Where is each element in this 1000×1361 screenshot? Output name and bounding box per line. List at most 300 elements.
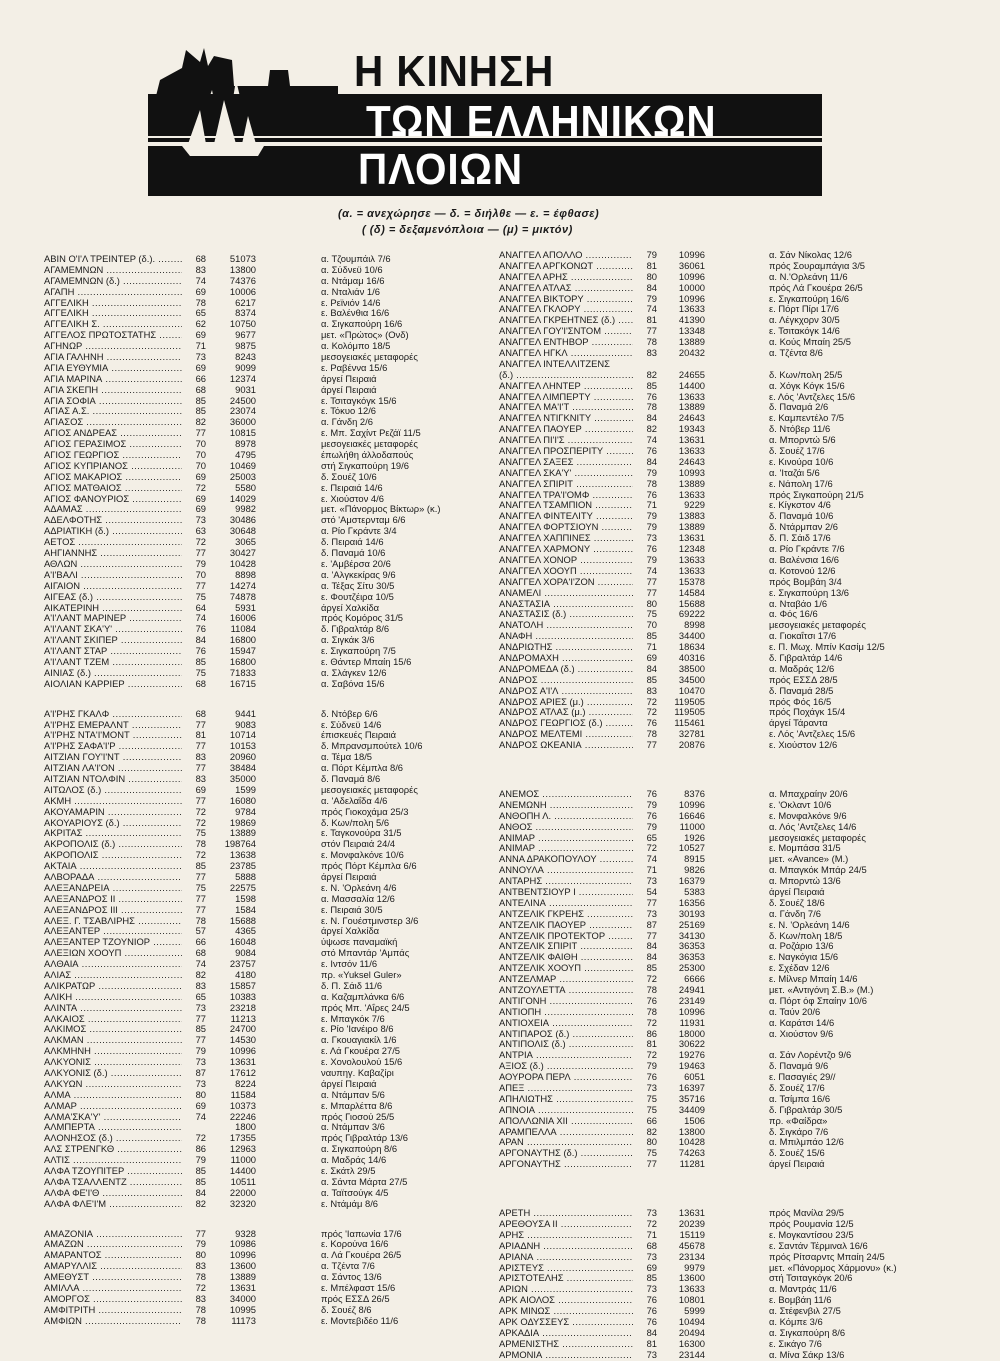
movement-status: α. 'Αδελαΐδα 4/6 [321, 794, 388, 806]
ship-row [44, 1316, 484, 1327]
ship-name: ΑΝΔΡΙΩΤΗΣ ..... [499, 642, 633, 653]
ship-row [499, 1252, 969, 1263]
ship-name: ΑΓΙΑ ΓΑΛΗΝΗ ..... [44, 352, 182, 363]
ship-name: ΑΛΣ ΣΤΡΕΝΓΚΘ ..... [44, 1144, 182, 1155]
movement-status: α. Ρίο Γκράντε 3/4 [321, 525, 397, 537]
movement-status: ε. Μονφαλκόνε 10/6 [321, 849, 404, 861]
ship-name: ΑΡΑΝ ..... [499, 1137, 633, 1148]
build-year: 78 [195, 1303, 206, 1315]
build-year: 78 [195, 1314, 206, 1326]
tonnage: 13631 [678, 1207, 705, 1219]
ship-name: ΑΡΚ ΟΔΥΣΣΕΥΣ ..... [499, 1317, 633, 1328]
ship-name: ΑΝΑΓΓΕΛ ΧΑΡΜΟΝΥ ..... [499, 544, 633, 555]
tonnage: 4365 [235, 925, 256, 937]
ship-name: ΑΝΑΓΓΕΛ ΧΟΝΟΡ ..... [499, 555, 633, 566]
ship-row [44, 1166, 484, 1177]
movement-status: α. Χιούστον 9/6 [769, 1027, 834, 1039]
movement-status: α. Ροζάριο 13/6 [769, 940, 834, 952]
movement-status: ε. Μοντεβιδέο 11/6 [321, 1314, 399, 1326]
movement-status: α. Τσίμπα 16/6 [769, 1092, 831, 1104]
ship-name: Α'Ι'ΡΗΣ ΣΑΦΑ'Ι'Ρ ..... [44, 741, 182, 752]
ship-name: ΑΛΜΠΕΡΤΑ ..... [44, 1122, 182, 1133]
build-year: 76 [646, 787, 657, 799]
ship-row [44, 613, 484, 624]
ship-row [44, 948, 484, 959]
tonnage: 24655 [678, 368, 705, 380]
ship-row [44, 483, 484, 494]
ship-row [499, 522, 969, 533]
ship-row [44, 709, 484, 720]
movement-status: πρός Ρίτσαρντς Μπαίη 24/5 [769, 1250, 885, 1262]
movement-status: ε. Ν. 'Ορλεάνη 4/6 [321, 881, 397, 893]
tonnage: 15378 [678, 575, 705, 587]
tonnage: 13600 [229, 1260, 256, 1272]
movement-status: α. Μπαγκόκ Μπάρ 24/5 [769, 864, 867, 876]
tonnage: 10373 [229, 1099, 256, 1111]
ship-list-left-column [44, 254, 484, 1327]
build-year: 76 [646, 809, 657, 821]
ship-row [499, 588, 969, 599]
ship-name: ΑΝΔΡΟΣ ΑΡΙΕΣ (μ.) ..... [499, 697, 633, 708]
ship-row [44, 807, 484, 818]
movement-status: ε. Ρεϊνιόν 14/6 [321, 296, 381, 308]
tonnage: 10714 [229, 729, 256, 741]
movement-status: πρός Φός 16/5 [769, 695, 832, 707]
build-year: 68 [195, 677, 206, 689]
ship-row [499, 294, 969, 305]
movement-status: ε. Ρίο 'Ιανέιρο 8/6 [321, 1023, 394, 1035]
movement-status: α. Τέξας Σίτυ 30/5 [321, 579, 395, 591]
ship-row [44, 548, 484, 559]
ship-row [499, 843, 969, 854]
ship-name: ΑΝΔΡΟΜΑΧΗ ..... [499, 653, 633, 664]
ship-row [44, 439, 484, 450]
movement-status: α. 'Ιταζάι 5/6 [769, 466, 820, 478]
movement-status: ε. Βομβάη 11/6 [769, 1294, 832, 1306]
tanker-legend: ( (δ) = δεξαμενόπλοια — (μ) = μικτόν) [362, 224, 573, 236]
tonnage: 12374 [229, 372, 256, 384]
build-year: 77 [195, 1227, 206, 1239]
movement-status: άργεί Πειραιά [321, 870, 377, 882]
ship-name: ΑΚΡΟΠΟΛΙΣ (δ.) ..... [44, 839, 182, 850]
build-year: 76 [646, 390, 657, 402]
movement-status: ε. Μομπάσα 31/5 [769, 842, 841, 854]
build-year: 71 [646, 1228, 657, 1240]
tonnage: 3065 [235, 536, 256, 548]
movement-status: α. Μαντράς 11/6 [769, 1283, 837, 1295]
ship-row [44, 570, 484, 581]
tonnage: 20876 [678, 739, 705, 751]
ship-row [499, 500, 969, 511]
tonnage: 8915 [684, 853, 705, 865]
ship-row [44, 720, 484, 731]
build-year: 76 [646, 488, 657, 500]
build-year: 72 [195, 536, 206, 548]
build-year: 68 [195, 253, 206, 264]
movement-status: πρός ΕΣΣΔ 28/5 [769, 673, 838, 685]
movement-status: δ. Γιβραλτάρ 14/6 [769, 651, 843, 663]
tonnage: 13889 [678, 477, 705, 489]
movement-status: δ. Παναμά 10/6 [321, 547, 386, 559]
ship-list-right-column [499, 250, 969, 1361]
ship-row [44, 276, 484, 287]
build-year: 69 [646, 1261, 657, 1273]
ship-row [499, 642, 969, 653]
ship-name: Α'Ι'ΒΑΛΙ ..... [44, 570, 182, 581]
tonnage: 13889 [678, 336, 705, 348]
ship-row [499, 974, 969, 985]
build-year: 77 [646, 575, 657, 587]
build-year: 72 [195, 481, 206, 493]
ship-row [499, 1083, 969, 1094]
movement-status: μεσογειακές μεταφορές [769, 831, 866, 843]
build-year: 72 [646, 695, 657, 707]
movement-status: α. Τέμα 18/5 [321, 751, 373, 763]
title-line-2: ΤΩΝ ΕΛΛΗΝΙΚΩΝ [366, 97, 717, 146]
ship-row [499, 566, 969, 577]
ship-name: ΑΒΙΝ Ο'Ι'Λ ΤΡΕΙΝΤΕΡ (δ.). ..... [44, 254, 182, 265]
ship-name: ΑΛΚΜΗΝΗ ..... [44, 1046, 182, 1057]
ship-row [44, 1079, 484, 1090]
ship-name: Α'Ι'ΡΗΣ ΕΜΕΡΑΛΝΤ ..... [44, 720, 182, 731]
build-year: 72 [195, 1282, 206, 1294]
ship-row [44, 926, 484, 937]
ship-row [499, 326, 969, 337]
ship-name: ΑΘΛΩΝ ..... [44, 559, 182, 570]
ship-row [44, 504, 484, 515]
tonnage: 34000 [229, 1292, 256, 1304]
tonnage: 23218 [229, 1001, 256, 1013]
ship-name: ΑΝΤΡΙΑ ..... [499, 1050, 633, 1061]
movement-status: ε. Πασαγιές 29// [769, 1071, 836, 1083]
ship-row [44, 1003, 484, 1014]
ship-name: ΑΝΔΡΟΣ ΓΕΩΡΓΙΟΣ (δ.) ..... [499, 718, 633, 729]
ship-name: ΑΜΟΡΓΟΣ ..... [44, 1294, 182, 1305]
tonnage: 19463 [678, 1060, 705, 1072]
tonnage: 9441 [235, 707, 256, 719]
ship-row [44, 785, 484, 796]
ship-row [44, 450, 484, 461]
tonnage: 15947 [229, 645, 256, 657]
tonnage: 11213 [230, 1012, 256, 1024]
ship-name: ΑΓΙΑΣ Α.Σ. ..... [44, 406, 182, 417]
ship-row [499, 402, 969, 413]
ship-row [499, 620, 969, 631]
tonnage: 1926 [684, 831, 705, 843]
movement-status: δ. Παναμά 2/6 [769, 401, 829, 413]
ship-row [44, 992, 484, 1003]
tonnage: 9099 [235, 361, 256, 373]
build-year: 72 [646, 973, 657, 985]
build-year: 73 [646, 1082, 657, 1094]
ship-row [44, 1112, 484, 1123]
build-year: 73 [195, 1056, 206, 1068]
ship-row [499, 789, 969, 800]
ship-row [499, 1241, 969, 1252]
tonnage: 13633 [678, 488, 705, 500]
ship-row [44, 668, 484, 679]
movement-status: ε. 'Αμβέρσα 20/6 [321, 557, 391, 569]
ship-row [499, 1105, 969, 1116]
build-year: 84 [646, 662, 657, 674]
tonnage: 20494 [678, 1326, 705, 1338]
tonnage: 115461 [674, 717, 705, 729]
movement-status: πρός Γιοσού 25/5 [321, 1110, 395, 1122]
ship-row [499, 1148, 969, 1159]
build-year: 82 [646, 1125, 657, 1137]
build-year: 76 [195, 623, 206, 635]
ship-row [44, 515, 484, 526]
movement-status: ε. Χιούστον 12/6 [769, 739, 838, 751]
tonnage: 11584 [230, 1088, 256, 1100]
movement-status: α. Σάντος 13/6 [321, 1271, 382, 1283]
ship-name: ΑΙΟΛΙΑΝ ΚΑΡΡΙΕΡ ..... [44, 679, 182, 690]
tonnage: 23757 [229, 958, 256, 970]
ship-name: ΑΝΑΣΤΑΣΙΑ ..... [499, 599, 633, 610]
ship-row [44, 254, 484, 265]
ship-row [44, 385, 484, 396]
ship-name: ΑΡΕΤΗ ..... [499, 1208, 633, 1219]
ship-name: (δ.) ..... [499, 370, 633, 381]
tonnage: 16397 [678, 1082, 705, 1094]
ship-row [499, 963, 969, 974]
movement-status: α. Φός 16/6 [769, 608, 818, 620]
ship-row [44, 559, 484, 570]
ship-name: ΑΓΙΟΣ ΦΑΝΟΥΡΙΟΣ ..... [44, 494, 182, 505]
ship-row [44, 330, 484, 341]
tonnage: 1584 [235, 903, 256, 915]
ship-row [499, 833, 969, 844]
build-year: 76 [646, 1305, 657, 1317]
tonnage: 23134 [678, 1250, 705, 1262]
ship-name: ΑΛΚΑΙΟΣ ..... [44, 1014, 182, 1025]
tonnage: 30427 [229, 547, 256, 559]
movement-status: α. Στέφενβιλ 27/5 [769, 1305, 841, 1317]
build-year: 72 [646, 1218, 657, 1230]
ship-name: ΑΝΔΡΟΣ ΜΕΛΤΕΜΙ ..... [499, 729, 633, 740]
movement-status: ε. Ιντσόν 11/6 [321, 958, 378, 970]
ship-name: ΑΝΑΓΓΕΛ ΒΙΚΤΟΡΥ ..... [499, 294, 633, 305]
ship-name: ΑΝΔΡΟΣ ΩΚΕΑΝΙΑ ..... [499, 740, 633, 751]
movement-status: α. Πόρτ όφ Σπαίην 10/6 [769, 994, 867, 1006]
ship-name: ΑΠΕΞ ..... [499, 1083, 633, 1094]
tonnage: 11000 [230, 1154, 256, 1166]
ship-row [44, 646, 484, 657]
ship-row [499, 800, 969, 811]
movement-status: α. Πόρτ Κέμπλα 8/6 [321, 762, 404, 774]
ship-row [44, 818, 484, 829]
movement-status: δ. Σουέζ 10/6 [321, 470, 377, 482]
build-year: 83 [195, 1292, 206, 1304]
build-year: 72 [195, 849, 206, 861]
movement-status: ε. Π. Μωχ. Μπίν Κασίμ 12/5 [769, 641, 885, 653]
abbreviation-legend: (α. = ανεχώρησε — δ. = διήλθε — ε. = έφθασε) [338, 208, 600, 220]
movement-status: δ. Ντόβερ 11/6 [769, 423, 831, 435]
tonnage: 19276 [678, 1049, 705, 1061]
movement-status: δ. Παναμά 28/5 [769, 684, 834, 696]
tonnage: 13889 [229, 1271, 256, 1283]
movement-status: δ. Σουέζ 15/6 [769, 1147, 825, 1159]
ship-row [499, 1263, 969, 1274]
build-year: 68 [646, 1239, 657, 1251]
movement-status: ε. Σαντάν Τέρμιναλ 16/6 [769, 1239, 868, 1251]
tonnage: 14400 [229, 1165, 256, 1177]
ship-name: ΑΝΑΓΓΕΛ ΤΣΑΜΠΙΟΝ ..... [499, 500, 633, 511]
ship-row [44, 861, 484, 872]
movement-status: α. Μαδράς 14/6 [321, 1154, 387, 1166]
movement-status: άργεί Πειραιά [321, 372, 377, 384]
ship-name: ΑΝΑΜΕΛΙ ..... [499, 588, 633, 599]
ship-row [499, 359, 969, 370]
ship-name: ΑΝΤΙΓΟΝΗ ..... [499, 996, 633, 1007]
ship-name: ΑΓΑΜΕΜΝΩΝ ..... [44, 265, 182, 276]
build-year: 73 [646, 907, 657, 919]
tonnage: 20960 [229, 751, 256, 763]
movement-status: α. Σιγκαπούρη 8/6 [321, 1143, 398, 1155]
tonnage: 5383 [684, 885, 705, 897]
tonnage: 6666 [684, 973, 705, 985]
ship-name: ΑΡΓΟΝΑΥΤΗΣ (δ.) ..... [499, 1148, 633, 1159]
build-year: 79 [646, 820, 657, 832]
tonnage: 30622 [678, 1038, 705, 1050]
movement-status: δ. Π. Σάιδ 17/6 [769, 532, 831, 544]
ship-name: ΑΙΚΑΤΕΡΙΝΗ ..... [44, 603, 182, 614]
title-line-1: Η ΚΙΝΗΣΗ [354, 47, 555, 96]
ship-row [499, 686, 969, 697]
movement-status: πρ. «Φαίδρα» [769, 1114, 828, 1126]
movement-status: μετ. «Πρώτος» (Ονδ) [321, 329, 409, 341]
ship-name: ΑΙΤΩΛΟΣ (δ.) ..... [44, 785, 182, 796]
build-year: 76 [646, 717, 657, 729]
ship-name: ΑΗΓΙΑΝΝΗΣ ..... [44, 548, 182, 559]
movement-status: α. Γάνδη 2/6 [321, 416, 373, 428]
ship-name: ΑΝΑΓΓΕΛ ΣΠΙΡΙΤ ..... [499, 479, 633, 490]
movement-status: πρός Σουραμπάγια 3/5 [769, 259, 866, 271]
build-year: 77 [646, 1158, 657, 1170]
movement-status: ε. Ραβέννα 15/6 [321, 361, 388, 373]
ship-row [499, 392, 969, 403]
tonnage: 16300 [678, 1337, 705, 1349]
ship-name: ΑΝΑΓΓΕΛ ΜΑ'Ι'Τ ..... [499, 402, 633, 413]
ship-row [499, 1127, 969, 1138]
ship-name: ΑΓΙΑ ΣΟΦΙΑ ..... [44, 396, 182, 407]
ship-name: ΑΡΙΣΤΟΤΕΛΗΣ ..... [499, 1273, 633, 1284]
ship-row [499, 1007, 969, 1018]
tonnage: 19343 [678, 423, 705, 435]
ship-name: ΑΝΕΜΩΝΗ ..... [499, 800, 633, 811]
ship-name: ΑΚΟΥΑΡΙΟΥΣ (δ.) ..... [44, 818, 182, 829]
movement-status: πρός 'Ιαπωνία 17/6 [321, 1227, 402, 1239]
build-year: 79 [195, 1238, 206, 1250]
ship-name: ΑΝΝΟΥΛΑ ..... [499, 865, 633, 876]
build-year: 77 [195, 762, 206, 774]
build-year: 79 [195, 557, 206, 569]
ship-name: ΑΡΕΘΟΥΣΑ ΙΙ ..... [499, 1219, 633, 1230]
movement-status: α. Νταλιάν 1/6 [321, 285, 380, 297]
ship-name: ΑΠΟΛΛΩΝΙΑ ΧΙΙ ..... [499, 1116, 633, 1127]
tonnage: 16800 [229, 634, 256, 646]
tonnage: 9084 [235, 947, 256, 959]
tonnage: 11281 [679, 1158, 705, 1170]
movement-status: ε. Ν. 'Ορλεάνη 14/6 [769, 918, 850, 930]
tonnage: 6051 [684, 1071, 705, 1083]
movement-status: δ. Κων/πολη 5/6 [321, 816, 390, 828]
movement-status: ε. Μπαρλέττα 8/6 [321, 1099, 393, 1111]
ship-name: ΑΝΔΡΟΣ ΑΤΛΑΣ (μ.) ..... [499, 707, 633, 718]
build-year: 81 [646, 1337, 657, 1349]
tonnage: 16080 [229, 794, 256, 806]
ship-row [44, 526, 484, 537]
movement-status: μετ. «Πάνορμος Χάρμονυ» (κ.) [769, 1261, 897, 1273]
ship-row [499, 952, 969, 963]
tonnage: 16356 [678, 896, 705, 908]
tonnage: 34409 [678, 1103, 705, 1115]
tonnage: 10153 [229, 740, 256, 752]
movement-status: πρός Μπ. 'Αΐρες 24/5 [321, 1001, 410, 1013]
ship-name: ΑΝΑΓΓΕΛ ΓΟΥ'Ι'ΣΝΤΟΜ ..... [499, 326, 633, 337]
ship-name: ΑΓΗΝΩΡ ..... [44, 341, 182, 352]
tonnage: 1598 [235, 892, 256, 904]
tonnage: 14400 [678, 379, 705, 391]
ship-row [44, 1122, 484, 1133]
tonnage: 16048 [229, 936, 256, 948]
ship-name: ΑΛΙΚΡΑΤΩΡ ..... [44, 981, 182, 992]
ship-row [499, 1061, 969, 1072]
build-year: 77 [195, 718, 206, 730]
ship-row [499, 370, 969, 381]
tonnage: 198764 [224, 838, 256, 850]
build-year: 70 [195, 459, 206, 471]
build-year: 85 [195, 1165, 206, 1177]
tonnage: 5999 [684, 1305, 705, 1317]
ship-row [499, 1350, 969, 1361]
tonnage: 11931 [679, 1016, 705, 1028]
ship-row [499, 854, 969, 865]
tonnage: 13889 [229, 827, 256, 839]
ship-name: ΑΝΤΙΟΧΕΙΑ ..... [499, 1018, 633, 1029]
ship-row [44, 603, 484, 614]
movement-status: μεσογειακές μεταφορές [321, 351, 418, 363]
build-year: 65 [646, 831, 657, 843]
tonnage: 30486 [229, 514, 256, 526]
ship-name: ΑΓΓΕΛΙΚΗ ..... [44, 308, 182, 319]
movement-status: α. Τζέντα 7/6 [321, 1260, 375, 1272]
movement-status: ε. Κίγκστον 4/6 [769, 499, 831, 511]
build-year: 68 [195, 383, 206, 395]
ship-row [499, 446, 969, 457]
tonnage: 24500 [229, 394, 256, 406]
ship-name: ΑΝΑΓΓΕΛ ΙΝΤΕΛΛΙΤΖΕΝΣ [499, 358, 610, 369]
ship-name: ΑΝΔΡΟΜΕΔΑ (δ.) ..... [499, 664, 633, 675]
ship-row [44, 839, 484, 850]
ship-name: ΑΡΙΑΔΝΗ ..... [499, 1241, 633, 1252]
ship-row [499, 887, 969, 898]
ship-row [44, 1035, 484, 1046]
tonnage: 36353 [678, 940, 705, 952]
ship-row [44, 1177, 484, 1188]
ship-row [44, 1250, 484, 1261]
ship-row [44, 374, 484, 385]
tonnage: 4180 [235, 969, 256, 980]
tonnage: 13631 [229, 1056, 256, 1068]
movement-status: έπισκευές Πειραιά [321, 729, 397, 741]
build-year: 57 [195, 925, 206, 937]
ship-row [499, 1230, 969, 1241]
ship-row [44, 657, 484, 668]
build-year: 69 [195, 285, 206, 297]
ship-row [44, 592, 484, 603]
build-year: 77 [195, 903, 206, 915]
